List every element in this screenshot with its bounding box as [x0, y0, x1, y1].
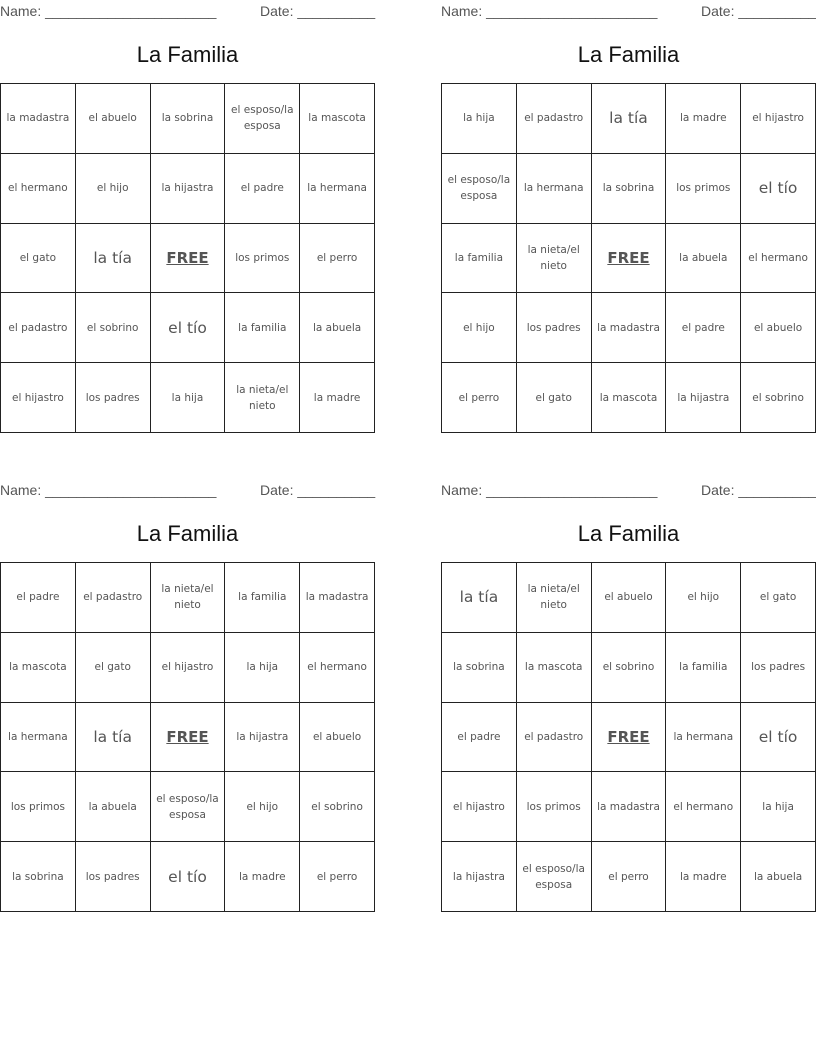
bingo-cell: la madastra — [592, 293, 667, 363]
free-space: FREE — [592, 703, 667, 773]
bingo-card-3 — [0, 479, 376, 886]
bingo-cell: el gato — [1, 224, 76, 294]
bingo-cell: la tía — [76, 703, 151, 773]
bingo-cell: la abuela — [300, 293, 375, 363]
bingo-cell: el hijo — [666, 563, 741, 633]
bingo-cell: el perro — [592, 842, 667, 912]
card-title: La Familia — [577, 42, 680, 67]
bingo-cell: la abuela — [741, 842, 816, 912]
bingo-cell: la familia — [442, 224, 517, 294]
bingo-cell: la abuela — [76, 772, 151, 842]
bingo-cell: la madastra — [592, 772, 667, 842]
bingo-cell: el hermano — [1, 154, 76, 224]
card-header — [0, 0, 376, 22]
date-field: Date: __________ — [701, 482, 816, 498]
bingo-cell: la madre — [225, 842, 300, 912]
card-title: La Familia — [136, 521, 239, 546]
bingo-cell: el esposo/la esposa — [151, 772, 226, 842]
bingo-cell: la sobrina — [592, 154, 667, 224]
bingo-cell: el tío — [151, 842, 226, 912]
bingo-cell: el padre — [225, 154, 300, 224]
bingo-card-2 — [441, 0, 816, 404]
bingo-cell: el abuelo — [741, 293, 816, 363]
bingo-cell: la hija — [225, 633, 300, 703]
name-field: Name: ______________________ — [0, 3, 217, 19]
bingo-cell: los primos — [1, 772, 76, 842]
bingo-card-1 — [0, 0, 376, 412]
bingo-cell: el sobrino — [592, 633, 667, 703]
bingo-cell: la mascota — [1, 633, 76, 703]
free-space: FREE — [151, 703, 226, 773]
bingo-cell: la madre — [666, 84, 741, 154]
bingo-cell: el padastro — [517, 84, 592, 154]
name-field: Name: ______________________ — [441, 482, 658, 498]
bingo-cell: el esposo/la esposa — [442, 154, 517, 224]
bingo-cell: la hija — [442, 84, 517, 154]
free-space: FREE — [592, 224, 667, 294]
name-field: Name: ______________________ — [441, 3, 658, 19]
bingo-cell: la madastra — [300, 563, 375, 633]
bingo-cell: la hijastra — [442, 842, 517, 912]
bingo-cell: el hermano — [300, 633, 375, 703]
card-header — [441, 0, 816, 22]
bingo-cell: el tío — [151, 293, 226, 363]
bingo-cell: el gato — [741, 563, 816, 633]
bingo-cell: el padre — [666, 293, 741, 363]
bingo-cell: la nieta/el nieto — [517, 224, 592, 294]
bingo-cell: la nieta/el nieto — [517, 563, 592, 633]
bingo-cell: el sobrino — [741, 363, 816, 433]
bingo-card-4 — [441, 479, 816, 891]
bingo-cell: el gato — [517, 363, 592, 433]
bingo-cell: la familia — [666, 633, 741, 703]
bingo-cell: el padre — [442, 703, 517, 773]
bingo-cell: los padres — [517, 293, 592, 363]
bingo-cell: el sobrino — [76, 293, 151, 363]
bingo-grid — [441, 562, 816, 912]
bingo-cell: la hijastra — [666, 363, 741, 433]
bingo-cell: el hijo — [76, 154, 151, 224]
name-field: Name: ______________________ — [0, 482, 217, 498]
bingo-cell: los primos — [666, 154, 741, 224]
bingo-cell: la nieta/el nieto — [151, 563, 226, 633]
bingo-cell: la hijastra — [225, 703, 300, 773]
bingo-cell: el hijastro — [1, 363, 76, 433]
bingo-cell: el abuelo — [76, 84, 151, 154]
bingo-cell: el hijastro — [741, 84, 816, 154]
bingo-cell: el perro — [300, 224, 375, 294]
bingo-cell: la tía — [442, 563, 517, 633]
bingo-cell: la nieta/el nieto — [225, 363, 300, 433]
bingo-cell: la sobrina — [1, 842, 76, 912]
bingo-cell: el hermano — [666, 772, 741, 842]
bingo-cell: la mascota — [517, 633, 592, 703]
card-header — [0, 479, 376, 501]
card-title: La Familia — [577, 521, 680, 546]
bingo-cell: el perro — [442, 363, 517, 433]
bingo-grid — [441, 83, 816, 433]
bingo-cell: el tío — [741, 154, 816, 224]
card-header — [441, 479, 816, 501]
bingo-cell: la hermana — [517, 154, 592, 224]
bingo-cell: el padre — [1, 563, 76, 633]
bingo-grid — [0, 562, 375, 912]
bingo-cell: el padastro — [76, 563, 151, 633]
bingo-cell: el hijo — [442, 293, 517, 363]
card-title: La Familia — [136, 42, 239, 67]
bingo-cell: los padres — [76, 842, 151, 912]
bingo-cell: los primos — [225, 224, 300, 294]
bingo-cell: el padastro — [517, 703, 592, 773]
bingo-cell: el hijastro — [151, 633, 226, 703]
bingo-cell: el sobrino — [300, 772, 375, 842]
bingo-cell: los padres — [76, 363, 151, 433]
bingo-cell: la hermana — [1, 703, 76, 773]
bingo-grid — [0, 83, 375, 433]
bingo-cell: la mascota — [300, 84, 375, 154]
bingo-cell: el esposo/la esposa — [225, 84, 300, 154]
bingo-cell: la madre — [666, 842, 741, 912]
bingo-cell: el esposo/la esposa — [517, 842, 592, 912]
bingo-cell: el hermano — [741, 224, 816, 294]
free-space: FREE — [151, 224, 226, 294]
bingo-cell: la sobrina — [151, 84, 226, 154]
bingo-cell: la abuela — [666, 224, 741, 294]
date-field: Date: __________ — [701, 3, 816, 19]
bingo-cell: el hijastro — [442, 772, 517, 842]
bingo-cell: el abuelo — [592, 563, 667, 633]
bingo-cell: el perro — [300, 842, 375, 912]
bingo-cell: la hijastra — [151, 154, 226, 224]
bingo-cell: la familia — [225, 293, 300, 363]
bingo-cell: la tía — [592, 84, 667, 154]
bingo-cell: el hijo — [225, 772, 300, 842]
bingo-cell: la madastra — [1, 84, 76, 154]
bingo-cell: la hija — [741, 772, 816, 842]
bingo-cell: la mascota — [592, 363, 667, 433]
date-field: Date: __________ — [260, 3, 376, 19]
bingo-cell: la sobrina — [442, 633, 517, 703]
bingo-cell: la hija — [151, 363, 226, 433]
bingo-cell: la hermana — [300, 154, 375, 224]
bingo-cell: el padastro — [1, 293, 76, 363]
bingo-cell: el gato — [76, 633, 151, 703]
date-field: Date: __________ — [260, 482, 376, 498]
bingo-cell: el abuelo — [300, 703, 375, 773]
bingo-cell: los primos — [517, 772, 592, 842]
bingo-cell: el tío — [741, 703, 816, 773]
bingo-cell: la hermana — [666, 703, 741, 773]
bingo-cell: los padres — [741, 633, 816, 703]
bingo-cell: la tía — [76, 224, 151, 294]
bingo-cell: la familia — [225, 563, 300, 633]
bingo-cell: la madre — [300, 363, 375, 433]
